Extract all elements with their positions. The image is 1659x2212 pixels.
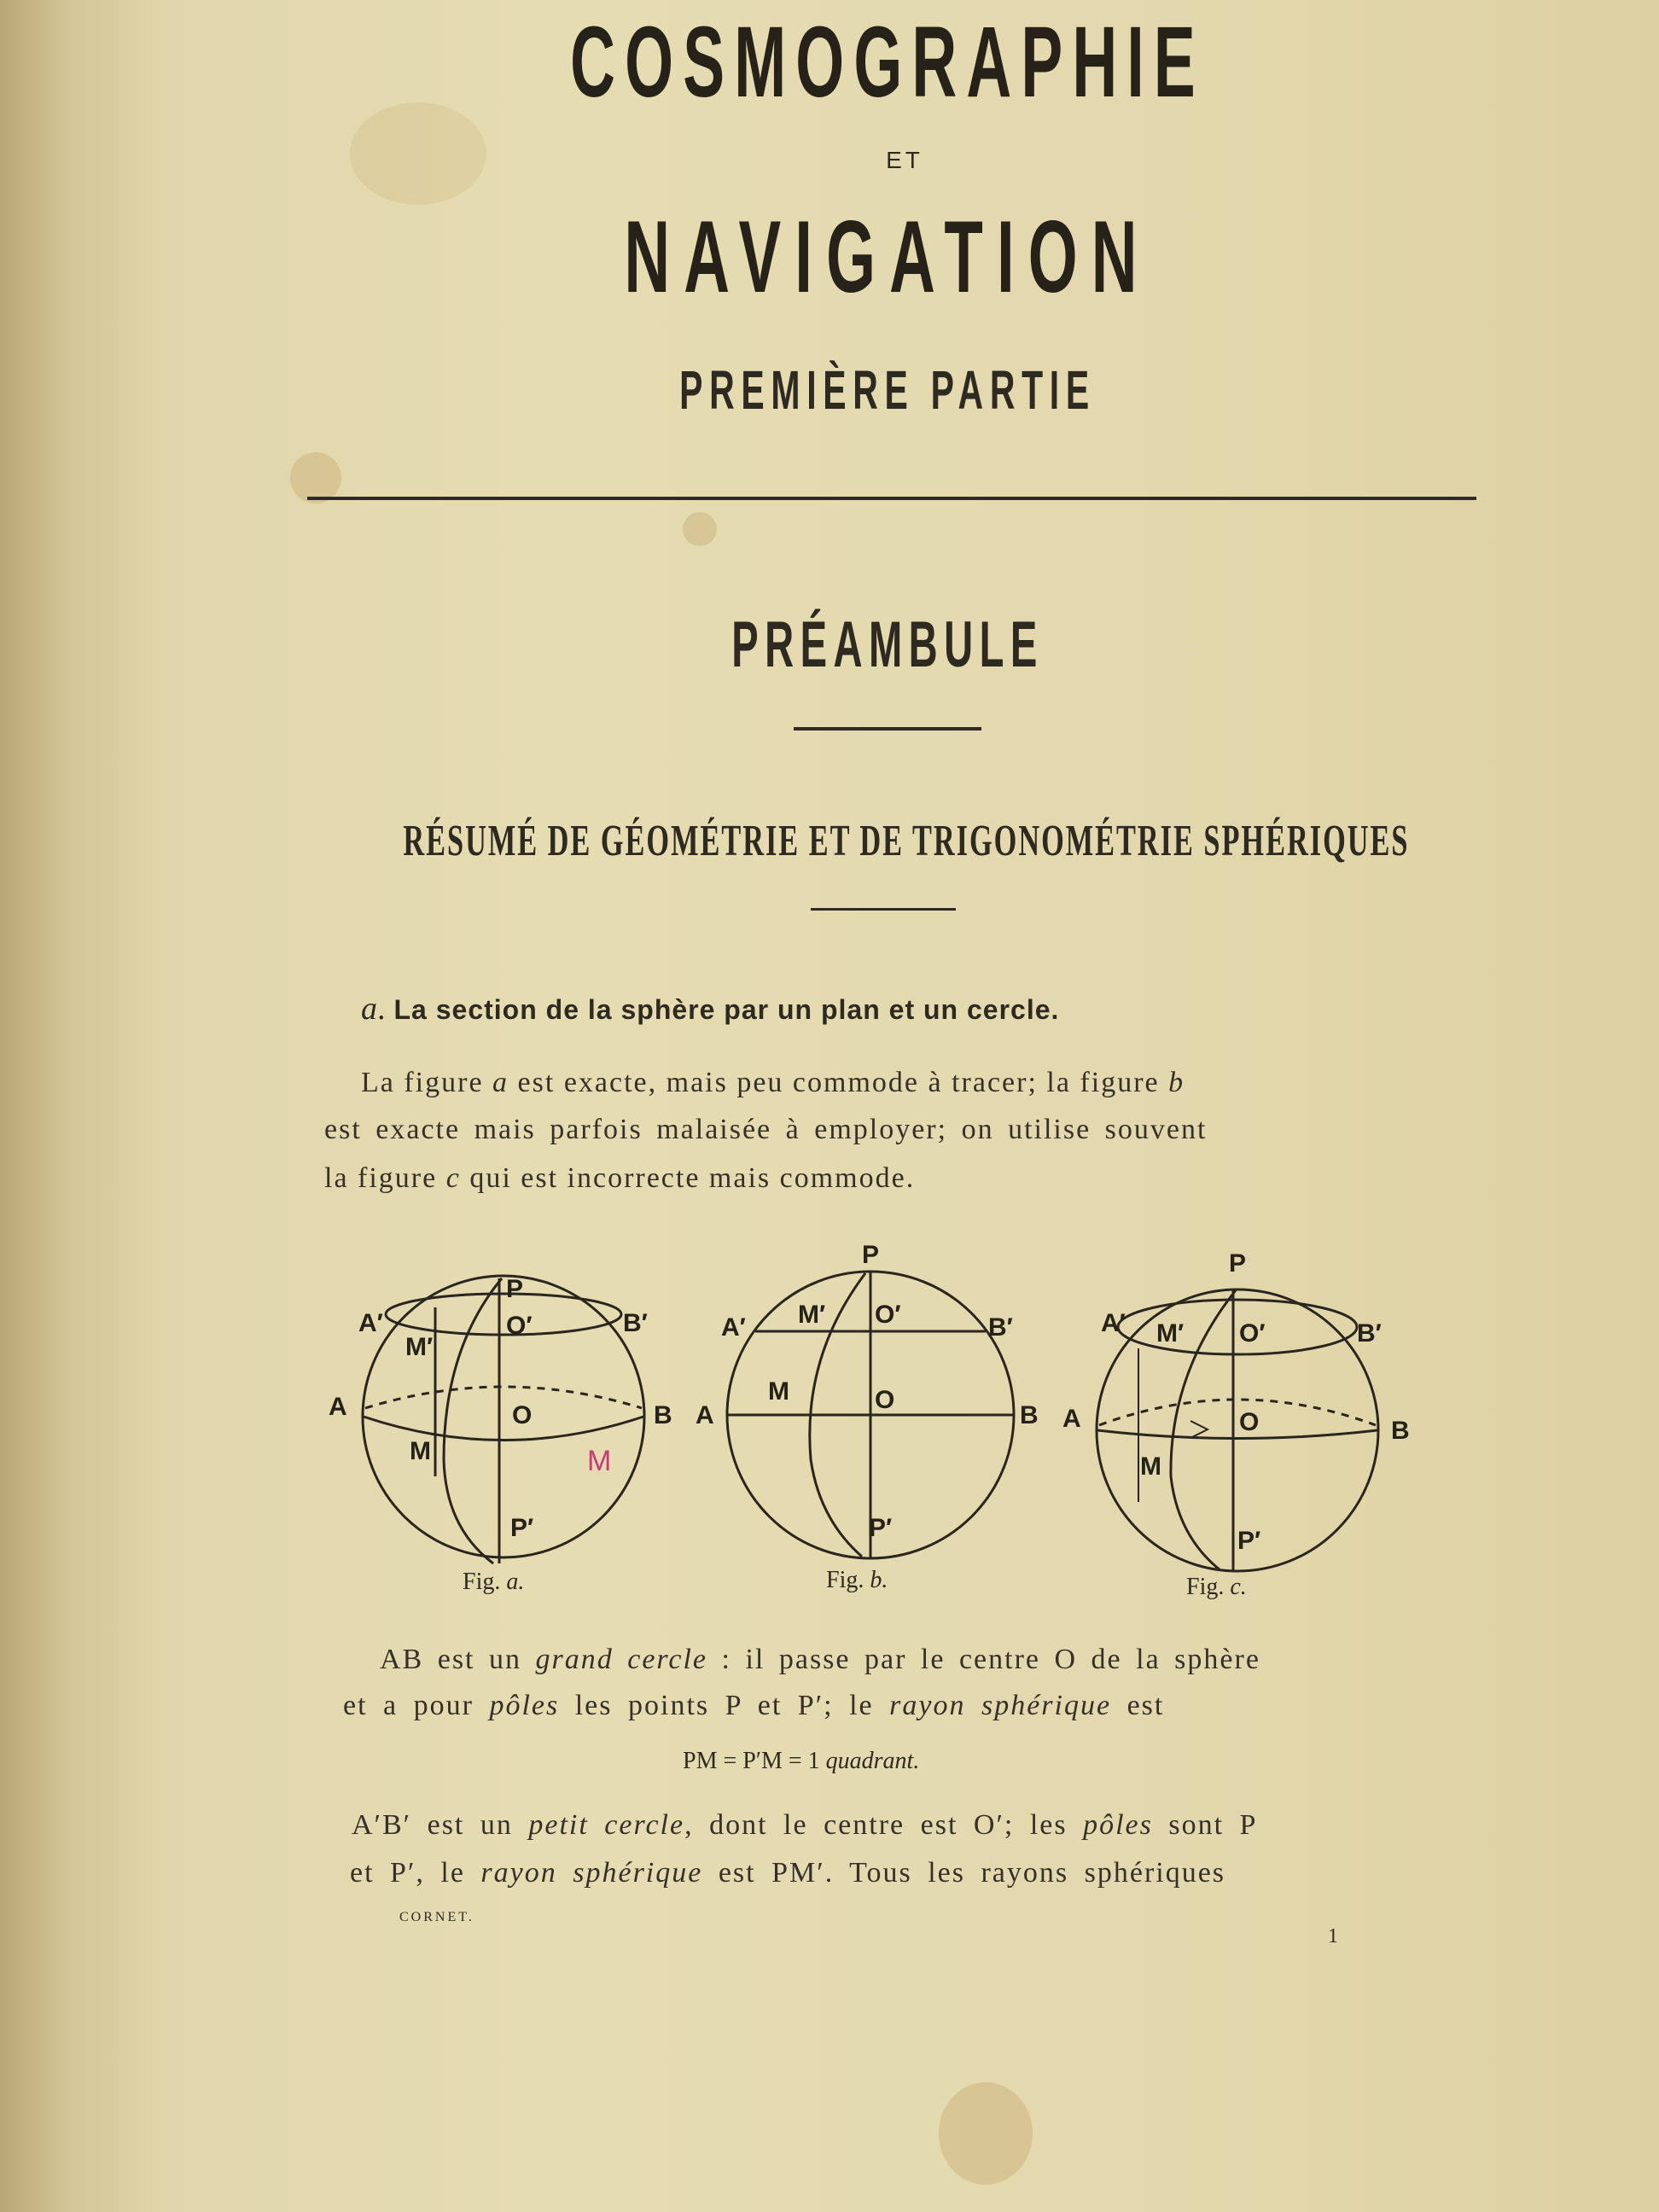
caption-prefix: Fig. [1186, 1574, 1231, 1600]
text-run: qui est incorrecte mais commode. [460, 1162, 916, 1194]
caption-letter: c. [1230, 1574, 1247, 1600]
title-conjunction: ET [886, 147, 923, 173]
figure-b-caption [826, 1567, 888, 1594]
text-run: la figure [324, 1162, 446, 1194]
text-run: rayon sphérique [480, 1857, 703, 1889]
heading-divider [794, 727, 981, 731]
figure-a-caption [463, 1569, 524, 1596]
label-m: M [1140, 1452, 1161, 1481]
label-b: B [1391, 1417, 1410, 1445]
caption-prefix: Fig. [463, 1569, 507, 1595]
label-o-prime: O′ [506, 1312, 533, 1340]
paper-stain [350, 102, 486, 205]
item-title: La section de la sphère par un plan et un cercle. [393, 994, 1060, 1025]
label-p: P [1229, 1249, 1247, 1278]
label-a: A [1062, 1405, 1081, 1433]
figure-c-caption [1186, 1574, 1247, 1601]
text-run: sont P [1152, 1809, 1258, 1841]
book-subtitle: NAVIGATION [624, 200, 1151, 314]
paragraph-2-line-1 [380, 1644, 1260, 1676]
figure-b-diagram [683, 1229, 1058, 1604]
text-run: pôles [1083, 1809, 1153, 1841]
page-number: 1 [1328, 1925, 1338, 1947]
text-run: La figure [361, 1067, 493, 1098]
label-p-prime: P′ [1237, 1527, 1261, 1555]
paragraph-1-line-1 [361, 1067, 1185, 1099]
part-title: PREMIÈRE PARTIE [679, 359, 1096, 421]
text-run: et P′, le [350, 1857, 481, 1889]
text-run: A′B′ est un [352, 1809, 529, 1841]
paragraph-3-line-1 [352, 1809, 1257, 1842]
text-run: est exacte, mais peu commode à tracer; la figure [509, 1067, 1169, 1098]
label-a: A [696, 1401, 714, 1429]
text-run: AB est un [380, 1644, 536, 1675]
text-run: grand cercle [535, 1644, 708, 1675]
text-run: petit cercle [528, 1809, 685, 1841]
label-b-prime: B′ [623, 1309, 648, 1337]
label-a-prime: A′ [358, 1309, 383, 1337]
section-heading: PRÉAMBULE [731, 608, 1044, 681]
label-o: O [875, 1386, 895, 1414]
paper-stain [290, 452, 341, 504]
formula-quadrant [683, 1748, 919, 1775]
label-b: B [1020, 1401, 1039, 1429]
text-run: , dont le centre est O′; les [684, 1809, 1084, 1841]
label-p: P [506, 1275, 524, 1303]
label-b: B [654, 1401, 672, 1429]
figure-a-diagram [316, 1246, 691, 1604]
label-b-prime: B′ [1357, 1319, 1382, 1348]
paragraph-1-line-3 [324, 1162, 915, 1195]
text-run: pôles [489, 1690, 560, 1721]
printer-signature: CORNET. [399, 1910, 474, 1924]
label-o-prime: O′ [1239, 1319, 1266, 1348]
label-p-prime: P′ [510, 1514, 534, 1542]
label-o-prime: O′ [875, 1301, 901, 1329]
caption-letter: b. [870, 1567, 888, 1593]
label-a-prime: A′ [721, 1313, 746, 1342]
paper-stain [683, 512, 717, 546]
item-heading [361, 990, 1059, 1027]
text-run: et a pour [343, 1690, 490, 1721]
formula-text: quadrant. [825, 1748, 920, 1774]
label-p: P [862, 1241, 880, 1269]
paragraph-1-line-2: est exacte mais parfois malaisée à employer; on utilise souvent [324, 1114, 1208, 1145]
formula-text: PM = P′M = 1 [683, 1748, 826, 1774]
book-spine [0, 0, 68, 2212]
subheading-divider [811, 908, 956, 911]
text-run: est PM′. Tous les rayons sphériques [702, 1857, 1226, 1889]
label-b-prime: B′ [988, 1313, 1013, 1342]
label-a-prime: A′ [1101, 1309, 1126, 1337]
pink-annotation: M [587, 1445, 612, 1477]
title-divider [307, 497, 1476, 500]
caption-letter: a. [506, 1569, 525, 1595]
item-letter: a. [361, 991, 387, 1027]
label-m-prime: M′ [798, 1301, 826, 1329]
label-m: M [768, 1377, 789, 1406]
label-o: O [1239, 1408, 1260, 1436]
text-run: c [445, 1162, 461, 1194]
caption-prefix: Fig. [826, 1567, 870, 1593]
label-a: A [329, 1393, 347, 1421]
label-o: O [512, 1401, 533, 1429]
paper-stain [939, 2082, 1033, 2185]
text-run: a [492, 1067, 509, 1098]
text-run: les points P et P′; le [559, 1690, 890, 1721]
label-m-prime: M′ [1156, 1319, 1185, 1348]
label-p-prime: P′ [869, 1514, 893, 1542]
section-subheading: RÉSUMÉ DE GÉOMÉTRIE ET DE TRIGONOMÉTRIE SPHÉRIQUES [403, 817, 1410, 865]
text-run: rayon sphérique [889, 1690, 1112, 1721]
figure-c-diagram [1050, 1246, 1425, 1604]
text-run: est [1111, 1690, 1165, 1721]
text-run: : il passe par le centre O de la sphère [707, 1644, 1260, 1675]
paragraph-2-line-2 [343, 1690, 1164, 1722]
label-m: M [410, 1437, 431, 1465]
paragraph-3-line-2 [350, 1857, 1225, 1889]
book-title: COSMOGRAPHIE [570, 6, 1205, 119]
text-run: b [1168, 1067, 1185, 1098]
label-m-prime: M′ [405, 1333, 434, 1361]
